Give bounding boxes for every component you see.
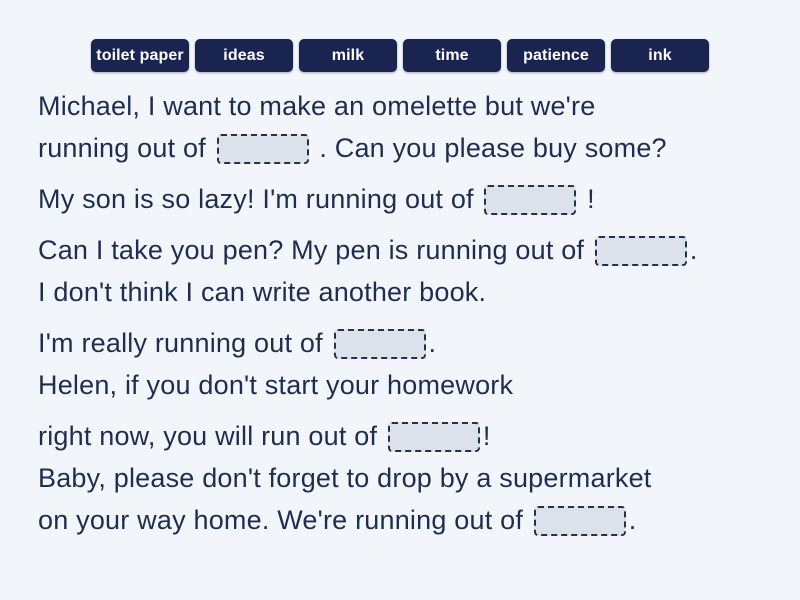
word-tile-time[interactable]: time (403, 39, 501, 72)
sentence-text: Michael, I want to make an omelette but we're (38, 91, 596, 121)
sentence-text: I'm really running out of (38, 328, 331, 358)
sentence-line (38, 127, 760, 169)
sentence-text: ! (579, 184, 595, 214)
sentence-line (38, 85, 760, 127)
word-tile-toilet-paper[interactable]: toilet paper (91, 39, 189, 72)
sentence-text: running out of (38, 133, 214, 163)
sentence-line (38, 499, 760, 541)
sentence-text: Can I take you pen? My pen is running out of (38, 235, 592, 265)
sentence-text: right now, you will run out of (38, 421, 385, 451)
sentence-line (38, 457, 760, 499)
sentence-line (38, 229, 760, 271)
word-tile-row (0, 39, 800, 72)
sentence-text: My son is so lazy! I'm running out of (38, 184, 482, 214)
sentence-text: Helen, if you don't start your homework (38, 370, 514, 400)
answer-blank[interactable] (484, 185, 576, 215)
sentence-line (38, 322, 760, 364)
sentence-5 (38, 415, 760, 541)
word-tile-patience[interactable]: patience (507, 39, 605, 72)
sentence-area (38, 85, 760, 550)
sentence-1 (38, 85, 760, 169)
sentence-line (38, 271, 760, 313)
sentence-text: I don't think I can write another book. (38, 277, 487, 307)
answer-blank[interactable] (217, 134, 309, 164)
answer-blank[interactable] (595, 236, 687, 266)
word-tile-milk[interactable]: milk (299, 39, 397, 72)
sentence-text: . (689, 235, 698, 265)
word-tile-ideas[interactable]: ideas (195, 39, 293, 72)
sentence-text: . (428, 328, 437, 358)
sentence-line (38, 364, 760, 406)
sentence-line (38, 178, 760, 220)
answer-blank[interactable] (534, 506, 626, 536)
sentence-3 (38, 229, 760, 313)
sentence-text: on your way home. We're running out of (38, 505, 531, 535)
sentence-text: ! (482, 421, 491, 451)
sentence-line (38, 415, 760, 457)
sentence-text: . (628, 505, 637, 535)
sentence-4 (38, 322, 760, 406)
answer-blank[interactable] (388, 422, 480, 452)
sentence-text: . Can you please buy some? (311, 133, 667, 163)
sentence-text: Baby, please don't forget to drop by a supermarket (38, 463, 652, 493)
answer-blank[interactable] (334, 329, 426, 359)
sentence-2 (38, 178, 760, 220)
word-tile-ink[interactable]: ink (611, 39, 709, 72)
